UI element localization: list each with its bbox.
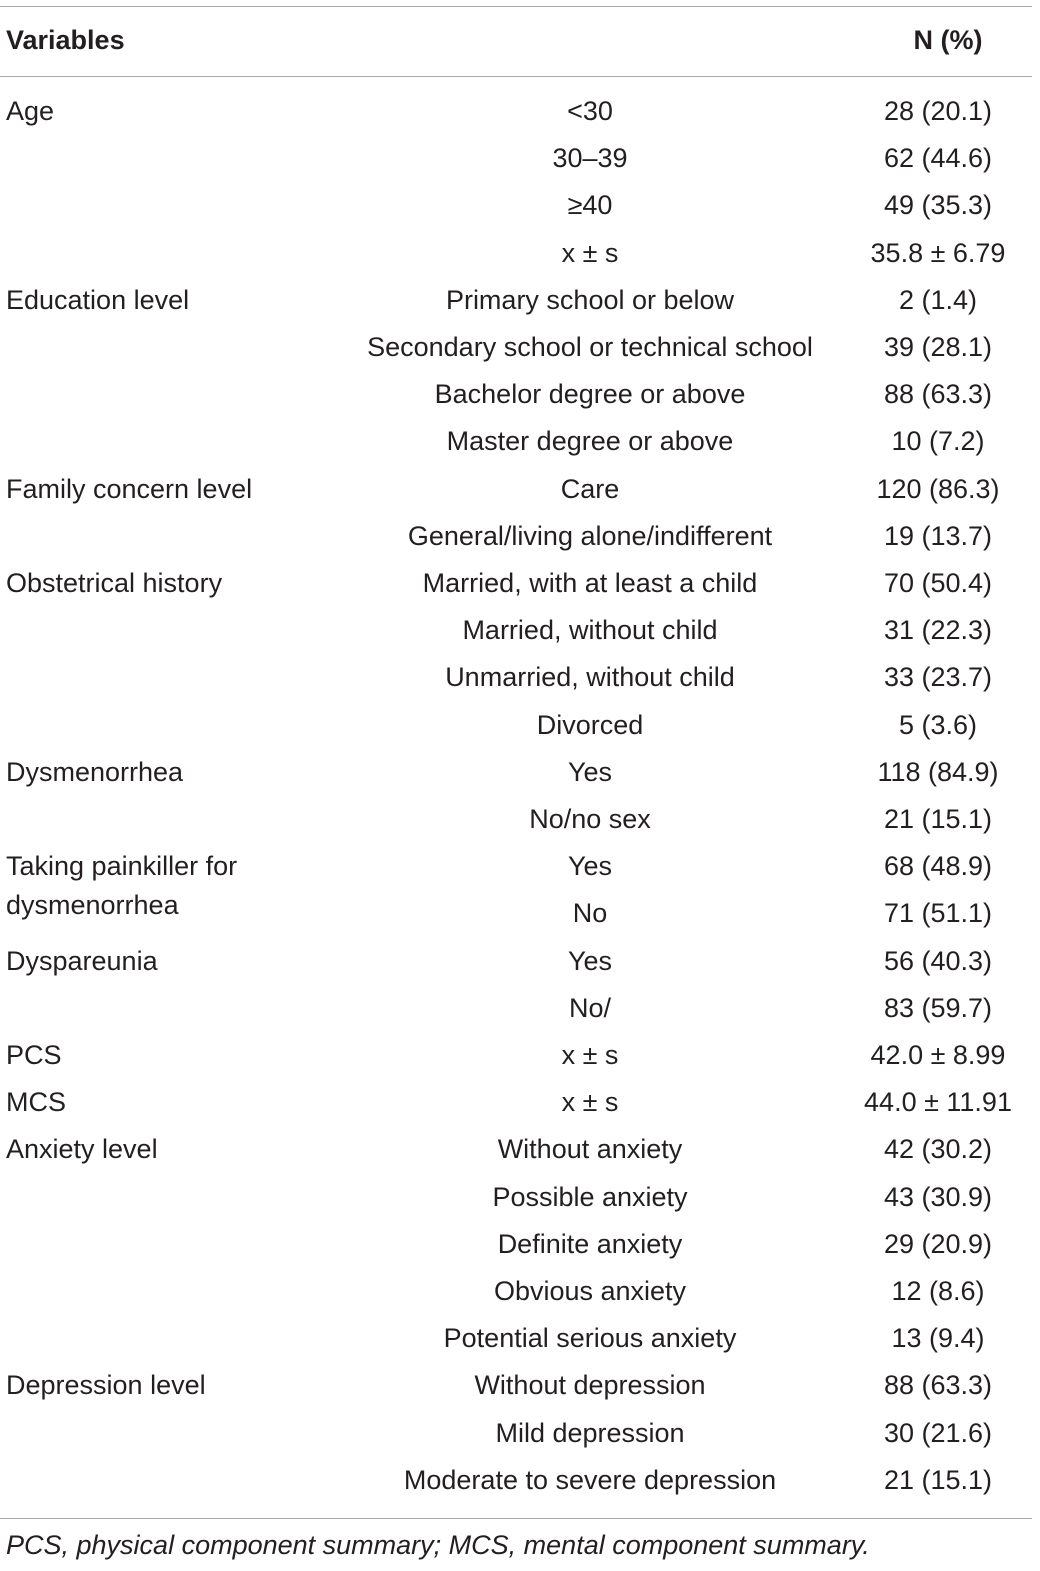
- category-cell: x ± s: [561, 237, 619, 268]
- variable-cell: Family concern level: [6, 473, 253, 504]
- category-cell: Care: [560, 473, 620, 504]
- variable-cell: Taking painkiller for dysmenorrhea: [6, 851, 238, 921]
- table-row: [0, 843, 1038, 890]
- n-percent-cell: 44.0 ± 11.91: [864, 1087, 1012, 1118]
- n-percent-cell: 83 (59.7): [883, 992, 993, 1023]
- n-percent-cell: 68 (48.9): [883, 851, 993, 882]
- n-percent-cell: 5 (3.6): [898, 709, 978, 740]
- header-n-percent: N (%): [913, 25, 983, 55]
- category-cell: Yes: [567, 756, 613, 787]
- table-row: [0, 1032, 1038, 1079]
- n-percent-cell: 10 (7.2): [891, 426, 985, 457]
- category-cell: Possible anxiety: [492, 1181, 688, 1212]
- category-cell: Obvious anxiety: [493, 1276, 687, 1307]
- n-percent-cell: 70 (50.4): [883, 568, 993, 599]
- n-percent-cell: 19 (13.7): [883, 520, 993, 551]
- n-percent-cell: 35.8 ± 6.79: [870, 237, 1006, 268]
- category-cell: Definite anxiety: [497, 1228, 683, 1259]
- n-percent-cell: 62 (44.6): [883, 143, 993, 174]
- category-cell: No/: [568, 992, 612, 1023]
- table-row: [0, 277, 1038, 324]
- n-percent-cell: 31 (22.3): [883, 615, 993, 646]
- n-percent-cell: 21 (15.1): [883, 804, 993, 835]
- variable-cell: PCS: [6, 1040, 62, 1071]
- category-cell: No/no sex: [529, 804, 651, 835]
- category-cell: Primary school or below: [445, 284, 735, 315]
- category-cell: Potential serious anxiety: [443, 1323, 737, 1354]
- n-percent-cell: 13 (9.4): [891, 1323, 985, 1354]
- category-cell: Unmarried, without child: [445, 662, 735, 693]
- table-body: [0, 88, 1038, 1504]
- variable-cell: Anxiety level: [6, 1134, 158, 1165]
- table-row: [0, 560, 1038, 607]
- n-percent-cell: 88 (63.3): [883, 1370, 993, 1401]
- category-cell: Divorced: [536, 709, 644, 740]
- header-variables: Variables: [6, 25, 125, 55]
- n-percent-cell: 43 (30.9): [883, 1181, 993, 1212]
- table-top-rule: [0, 6, 1032, 7]
- table-row: [0, 1079, 1038, 1126]
- table-header: [0, 18, 1032, 64]
- variable-cell: Dysmenorrhea: [6, 756, 184, 787]
- category-cell: <30: [567, 96, 613, 126]
- table-row: [0, 1126, 1038, 1173]
- n-percent-cell: 28 (20.1): [883, 96, 993, 126]
- category-cell: Yes: [567, 945, 613, 976]
- category-cell: Moderate to severe depression: [403, 1464, 777, 1495]
- n-percent-cell: 12 (8.6): [891, 1276, 985, 1307]
- table-row: [0, 466, 1038, 513]
- table-row: [0, 749, 1038, 796]
- category-cell: ≥40: [567, 190, 613, 221]
- variable-cell: Age: [6, 96, 55, 126]
- category-cell: Bachelor degree or above: [434, 379, 746, 410]
- category-cell: x ± s: [561, 1087, 619, 1118]
- n-percent-cell: 39 (28.1): [883, 332, 993, 363]
- n-percent-cell: 56 (40.3): [883, 945, 993, 976]
- n-percent-cell: 29 (20.9): [883, 1228, 993, 1259]
- n-percent-cell: 42.0 ± 8.99: [870, 1040, 1006, 1071]
- table-row: [0, 938, 1038, 985]
- n-percent-cell: 88 (63.3): [883, 379, 993, 410]
- variable-cell: Depression level: [6, 1370, 206, 1401]
- category-cell: No: [572, 898, 608, 929]
- category-cell: General/living alone/indifferent: [407, 520, 773, 551]
- category-cell: Secondary school or technical school: [367, 332, 813, 363]
- n-percent-cell: 118 (84.9): [877, 756, 999, 787]
- variable-cell: MCS: [6, 1087, 66, 1118]
- category-cell: Mild depression: [495, 1417, 685, 1448]
- category-cell: 30–39: [552, 143, 628, 174]
- category-cell: Without anxiety: [497, 1134, 683, 1165]
- n-percent-cell: 71 (51.1): [883, 898, 993, 929]
- table-header-rule: [0, 76, 1032, 77]
- table-row: [0, 1362, 1038, 1409]
- category-cell: Without depression: [474, 1370, 706, 1401]
- category-cell: x ± s: [561, 1040, 619, 1071]
- n-percent-cell: 120 (86.3): [876, 473, 1000, 504]
- variable-cell: Dyspareunia: [6, 945, 158, 976]
- n-percent-cell: 2 (1.4): [898, 284, 978, 315]
- n-percent-cell: 33 (23.7): [883, 662, 993, 693]
- n-percent-cell: 21 (15.1): [883, 1464, 993, 1495]
- variable-cell: Obstetrical history: [6, 568, 223, 599]
- table-bottom-rule: [0, 1518, 1032, 1519]
- category-cell: Married, with at least a child: [422, 568, 758, 599]
- n-percent-cell: 49 (35.3): [883, 190, 993, 221]
- table-footnote: PCS, physical component summary; MCS, mental component summary.: [6, 1530, 870, 1560]
- category-cell: Master degree or above: [446, 426, 734, 457]
- category-cell: Married, without child: [462, 615, 718, 646]
- table-row: [0, 88, 1038, 135]
- variable-cell: Education level: [6, 284, 190, 315]
- data-table: [0, 88, 1038, 1504]
- category-cell: Yes: [567, 851, 613, 882]
- n-percent-cell: 30 (21.6): [883, 1417, 993, 1448]
- n-percent-cell: 42 (30.2): [883, 1134, 993, 1165]
